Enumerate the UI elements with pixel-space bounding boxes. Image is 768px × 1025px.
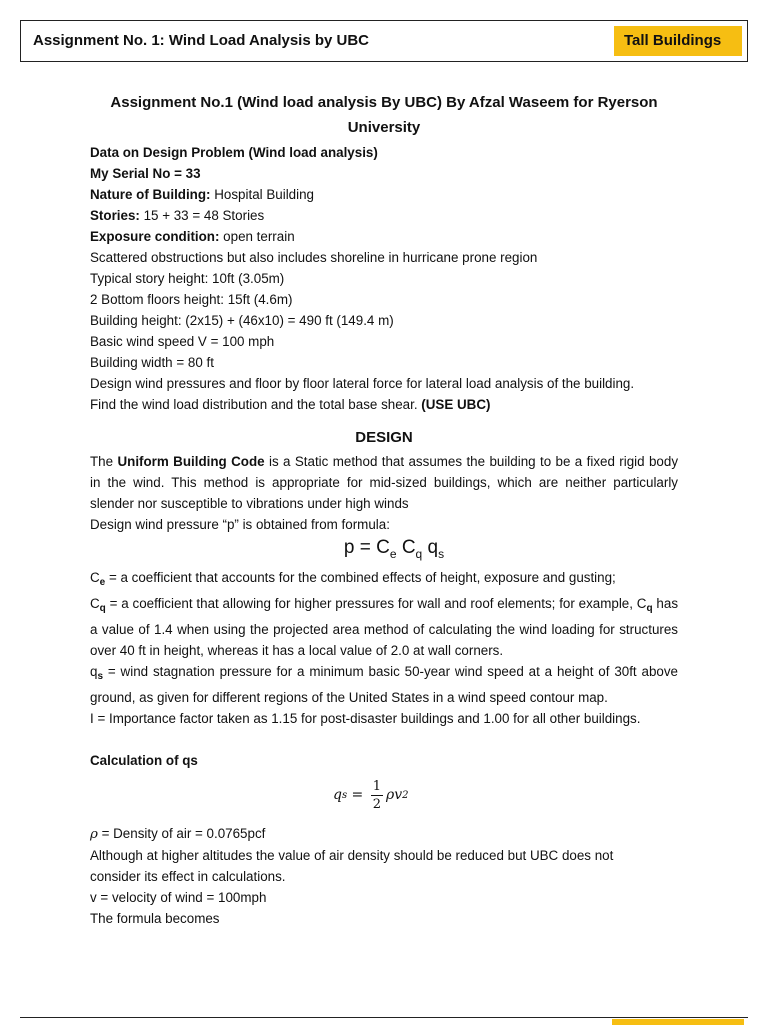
eq-fraction — [371, 779, 383, 813]
header-badge: Tall Buildings — [614, 26, 742, 56]
data-heading: Data on Design Problem (Wind load analysis) — [90, 145, 378, 160]
eq-numerator: 1 — [372, 778, 382, 794]
stories-label: Stories: — [90, 208, 140, 223]
footer-badge — [612, 1019, 744, 1025]
eq-lhs-sub: s — [341, 790, 348, 802]
rho-text: = Density of air = 0.0765pcf — [97, 825, 266, 841]
footer-rule — [20, 1017, 748, 1018]
stories-value: 15 + 33 = 48 Stories — [139, 208, 265, 223]
exposure-condition — [90, 226, 678, 247]
ce-text: = a coefficient that accounts for the combined effects of height, exposure and gusting; — [105, 569, 616, 585]
header-title: Assignment No. 1: Wind Load Analysis by UBC — [33, 32, 370, 49]
formula-c: C — [396, 537, 416, 558]
use-ubc: (USE UBC) — [421, 397, 491, 412]
basic-wind-speed: Basic wind speed V = 100 mph — [90, 334, 275, 349]
velocity-definition: v = velocity of wind = 100mph — [90, 889, 267, 905]
find-instruction — [90, 394, 678, 415]
cq-subscript-2: q — [646, 602, 653, 614]
formula-sub-s: s — [438, 546, 445, 561]
altitude-note: Although at higher altitudes the value of air density should be reduced but UBC does not consider its effect in calculations. — [90, 847, 614, 884]
calc-heading: Calculation of qs — [90, 752, 198, 768]
scattered-obstructions: Scattered obstructions but also includes shoreline in hurricane prone region — [90, 250, 538, 265]
qs-text: = wind stagnation pressure for a minimum basic 50-year wind speed at a height of 30ft above ground, as given for different regions of the United States in a wind speed contour map. — [90, 663, 678, 705]
cq-text: = a coefficient that allowing for higher pressures for wall and roof elements; for example, C — [105, 595, 647, 611]
qs-definition — [90, 661, 678, 708]
pressure-intro: Design wind pressure “p” is obtained from formula: — [90, 517, 390, 532]
design-instruction: Design wind pressures and floor by floor lateral force for lateral load analysis of the building. — [90, 376, 635, 391]
design-heading: DESIGN — [355, 429, 413, 446]
eq-denominator: 2 — [372, 796, 382, 812]
ubc-intro-rest: is a Static method that assumes the building to be a fixed rigid body in the wind. This method is appropriate for mid-sized buildings, which are neither particularly slender nor susceptible to vibrations under high winds — [90, 454, 679, 511]
eq-rhs: ρv — [386, 787, 403, 804]
formula-sub-q: q — [415, 546, 423, 561]
find-text: Find the wind load distribution and the total base shear. — [90, 397, 422, 412]
eq-equals: = — [347, 787, 368, 804]
nature-label: Nature of Building: — [90, 187, 211, 202]
bottom-floors-height: 2 Bottom floors height: 15ft (4.6m) — [90, 292, 293, 307]
ce-subscript: e — [99, 576, 106, 588]
typical-story-height: Typical story height: 10ft (3.05m) — [90, 271, 285, 286]
nature-value: Hospital Building — [210, 187, 314, 202]
serial-number: My Serial No = 33 — [90, 166, 201, 181]
stories — [90, 205, 678, 226]
ce-symbol: C — [90, 569, 100, 585]
cq-symbol: C — [90, 595, 100, 611]
building-width: Building width = 80 ft — [90, 355, 214, 370]
document-body — [90, 90, 678, 929]
exposure-value: open terrain — [219, 229, 295, 244]
formula-becomes: The formula becomes — [90, 910, 220, 926]
qs-equation — [90, 775, 678, 817]
pressure-formula — [90, 535, 678, 567]
building-height: Building height: (2x15) + (46x10) = 490 ft (149.4 m) — [90, 313, 394, 328]
eq-lhs: q — [333, 787, 342, 804]
cq-subscript: q — [99, 602, 106, 614]
ubc-intro — [90, 451, 678, 514]
ubc-name: Uniform Building Code — [117, 454, 265, 469]
formula-q: q — [422, 537, 439, 558]
qs-symbol: q — [90, 663, 98, 679]
formula-sub-e: e — [389, 546, 397, 561]
rho-symbol: ρ — [90, 826, 98, 842]
page-header — [20, 20, 748, 62]
cq-text-2: has a value of 1.4 when using the projected area method of calculating the wind loading for structures over 40 ft in height, whereas it has a local value of 2.0 at wall corners. — [90, 595, 679, 658]
cq-definition — [90, 593, 678, 661]
qs-subscript: s — [97, 670, 104, 682]
importance-factor: I = Importance factor taken as 1.15 for post-disaster buildings and 1.00 for all other buildings. — [90, 710, 641, 726]
ce-definition — [90, 567, 678, 593]
nature-of-building — [90, 184, 678, 205]
formula-p: p = C — [343, 537, 390, 558]
exposure-label: Exposure condition: — [90, 229, 220, 244]
eq-rhs-sup: 2 — [402, 790, 409, 802]
ubc-intro-start: The — [90, 454, 118, 469]
document-title: Assignment No.1 (Wind load analysis By UBC) By Afzal Waseem for Ryerson University — [110, 94, 658, 136]
rho-definition — [90, 823, 678, 845]
